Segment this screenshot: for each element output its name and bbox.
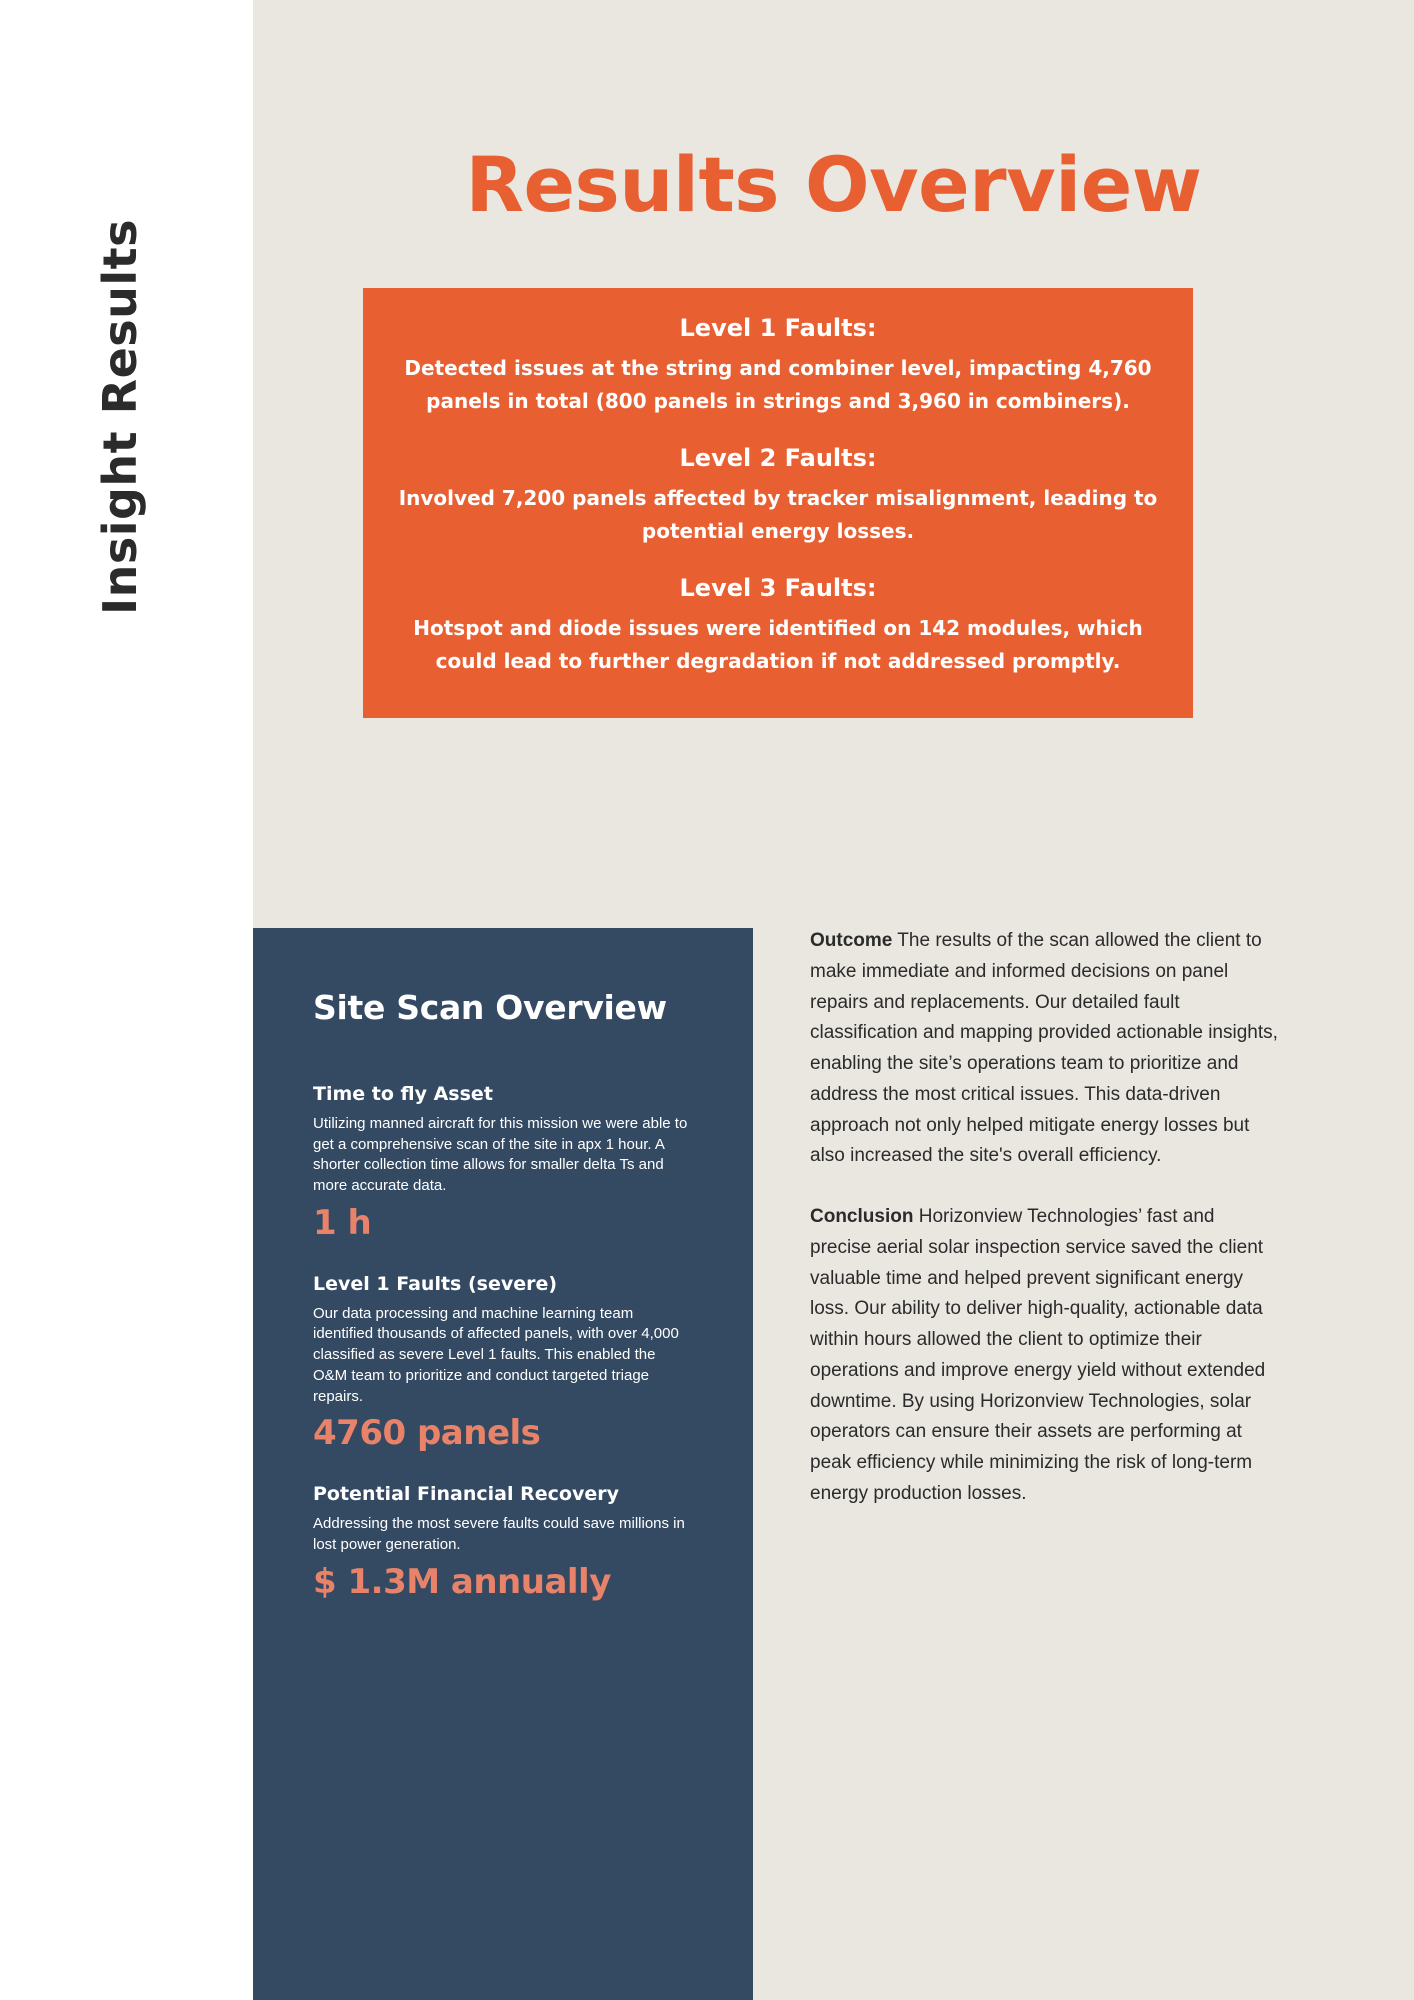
outcome-text: The results of the scan allowed the client to make immediate and informed decisions on panel repairs and replacements. Our detailed fault classification and mapping provided actionable insights, enabling the site’s operations team to prioritize and address the most critical issues. This data-driven approach not only helped mitigate energy losses but also increased the site's overall efficiency. [810,930,1278,1167]
fault-level-3-heading: Level 3 Faults: [679,574,877,602]
fault-level-3-body: Hotspot and diode issues were identified on 142 modules, which could lead to further degradation if not addressed promptly. [413,616,1143,673]
metric-financial-recovery-label: Potential Financial Recovery [313,1483,619,1506]
metric-time-to-fly-value: 1 h [313,1202,372,1243]
fault-level-1-heading: Level 1 Faults: [679,314,877,342]
metric-time-to-fly [313,1083,693,1243]
narrative-column [810,926,1280,1540]
fault-level-3 [381,574,1175,678]
fault-level-2-body: Involved 7,200 panels affected by tracker misalignment, leading to potential energy losses. [398,486,1158,543]
metric-financial-recovery-value: $ 1.3M annually [313,1561,611,1602]
metric-level-1-faults [313,1273,693,1453]
metric-level-1-faults-value: 4760 panels [313,1413,541,1454]
metric-level-1-faults-label: Level 1 Faults (severe) [313,1272,558,1295]
fault-level-2 [381,444,1175,548]
metric-financial-recovery-description: Addressing the most severe faults could save millions in lost power generation. [313,1515,685,1553]
metric-financial-recovery [313,1483,693,1601]
conclusion-label: Conclusion [810,1206,914,1228]
fault-level-2-heading: Level 2 Faults: [679,444,877,472]
page-title: Results Overview [465,140,1202,229]
conclusion-text: Horizonview Technologies’ fast and precise aerial solar inspection service saved the client valuable time and helped prevent significant energy loss. Our ability to deliver high-quality, actionable data within hours allowed the client to optimize their operations and improve energy yield without extended downtime. By using Horizonview Technologies, solar operators can ensure their assets are performing at peak efficiency while minimizing the risk of long-term energy production losses. [810,1206,1266,1505]
faults-summary-box [363,288,1193,718]
metric-time-to-fly-label: Time to fly Asset [313,1083,493,1105]
site-scan-overview-panel [253,928,753,2000]
conclusion-paragraph [810,1202,1280,1510]
outcome-paragraph [810,926,1280,1172]
fault-level-1-body: Detected issues at the string and combiner level, impacting 4,760 panels in total (800 panels in strings and 3,960 in combiners). [404,356,1152,413]
metric-level-1-faults-description: Our data processing and machine learning team identified thousands of affected panels, with over 4,000 classified as severe Level 1 faults. This enabled the O&M team to prioritize and conduct targeted triage repairs. [313,1304,679,1405]
fault-level-1 [381,314,1175,418]
outcome-label: Outcome [810,930,893,951]
section-vertical-title: Insight Results [93,218,147,616]
left-sidebar-strip [0,0,253,2000]
metric-time-to-fly-description: Utilizing manned aircraft for this mission we were able to get a comprehensive scan of the site in apx 1 hour. A shorter collection time allows for smaller delta Ts and more accurate data. [313,1115,688,1195]
site-scan-title: Site Scan Overview [313,988,667,1027]
